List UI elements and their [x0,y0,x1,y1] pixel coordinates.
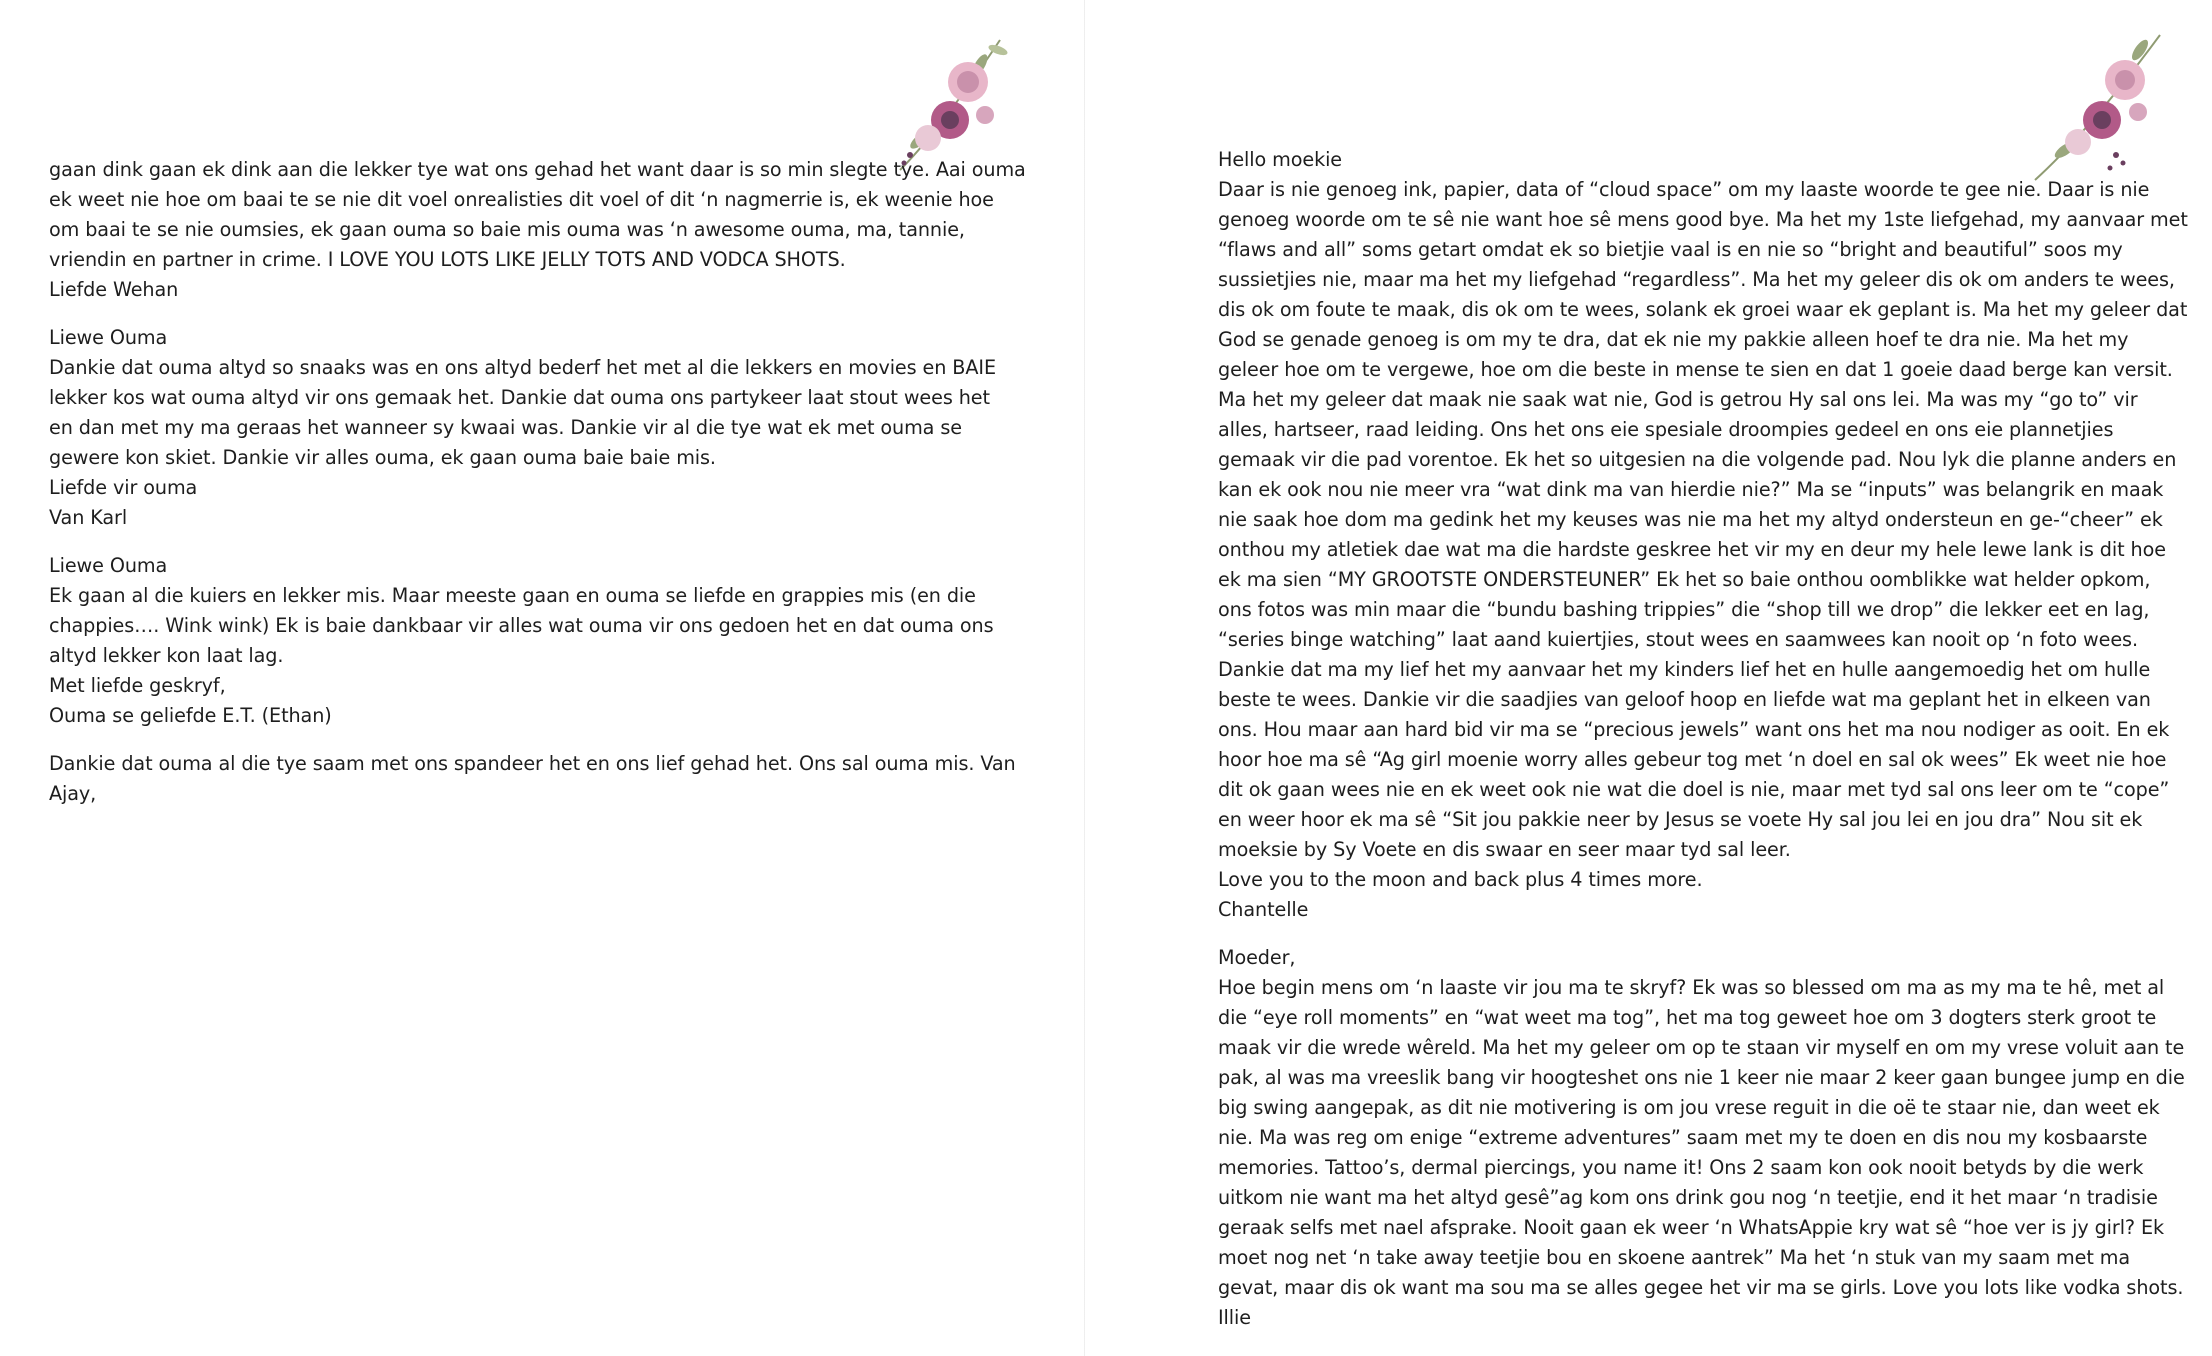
text-line: Liefde vir ouma [49,476,198,499]
text-line: onthou my atletiek dae wat ma die hardste geskree het vir my en deur my hele lewe lank is dit hoe [1218,538,2166,561]
text-line: alles, hartseer, raad leiding. Ons het ons eie spesiale droompies gedeel en ons eie plannetjies [1218,418,2114,441]
text-line: altyd lekker kon laat lag. [49,644,284,667]
text-line: ek ma sien “MY GROOTSTE ONDERSTEUNER” Ek het so baie onthou oomblikke wat helder opkom, [1218,568,2151,591]
text-line: maak vir die wrede wêreld. Ma het my geleer om op te staan vir myself en om my vrese voluit aan te [1218,1036,2185,1059]
text-line: gaan dink gaan ek dink aan die lekker tye wat ons gehad het want daar is so min slegte tye. Aai ouma [49,158,1026,181]
text-line: ons fotos was min maar die “bundu bashing trippies” die “shop till we drop” die lekker eet en lag, [1218,598,2150,621]
text-line: gemaak vir die pad vorentoe. Ek het so uitgesien na die volgende pad. Nou lyk die planne anders en [1218,448,2177,471]
text-line: dis ok om foute te maak, dis ok om te wees, solank ek groei waar ek geplant is. Ma het my geleer dat [1218,298,2188,321]
text-line: genoeg woorde om te sê nie want hoe sê mens good bye. Ma het my 1ste liefgehad, my aanvaar met [1218,208,2188,231]
text-line: lekker kos wat ouma altyd vir ons gemaak het. Dankie dat ouma ons partykeer laat stout wees het [49,386,990,409]
text-line: Ouma se geliefde E.T. (Ethan) [49,704,332,727]
text-line: big swing aangepak, as dit nie motivering is om jou vrese reguit in die oë te staar nie, dan weet ek [1218,1096,2160,1119]
text-line: “flaws and all” soms getart omdat ek so bietjie vaal is en nie so “bright and beautiful” soos my [1218,238,2123,261]
text-line: Daar is nie genoeg ink, papier, data of “cloud space” om my laaste woorde te gee nie. Daar is nie [1218,178,2150,201]
text-line: Hoe begin mens om ‘n laaste vir jou ma te skryf? Ek was so blessed om ma as my ma te hê, met al [1218,976,2165,999]
text-line: kan ek ook nou nie meer vra “wat dink ma van hierdie nie?” Ma se “inputs” was belangrik en maak [1218,478,2164,501]
letters-column-right [1218,145,2188,1351]
text-line: en dan met my ma geraas het wanneer sy kwaai was. Dankie vir al die tye wat ek met ouma se [49,416,962,439]
text-line: beste te wees. Dankie vir die saadjies van geloof hoop en liefde wat ma geplant het in elkeen van [1218,688,2151,711]
text-line: Liewe Ouma [49,554,168,577]
text-line: Liefde Wehan [49,278,179,301]
text-line: Moeder, [1218,946,1296,969]
text-line: ons. Hou maar aan hard bid vir ma se “precious jewels” want ons het ma nou nodiger as ooit. En ek [1218,718,2170,741]
right-page [1085,0,2212,1356]
text-line: en weer hoor ek ma sê “Sit jou pakkie neer by Jesus se voete Hy sal jou lei en jou dra” Nou sit ek [1218,808,2143,831]
text-line: vriendin en partner in crime. I LOVE YOU LOTS LIKE JELLY TOTS AND VODCA SHOTS. [49,248,846,271]
text-line: Ek gaan al die kuiers en lekker mis. Maar meeste gaan en ouma se liefde en grappies mis (en die [49,584,976,607]
text-line: Illie [1218,1306,1251,1329]
text-line: nie. Ma was reg om enige “extreme adventures” saam met my te doen en dis nou my kosbaarste [1218,1126,2148,1149]
text-line: uitkom nie want ma het altyd gesê”ag kom ons drink gou nog ‘n teetjie, end it het maar ‘n tradisie [1218,1186,2158,1209]
text-line: Hello moekie [1218,148,1343,171]
text-line: God se genade genoeg is om my te dra, dat ek nie my pakkie alleen hoef te dra nie. Ma het my [1218,328,2129,351]
letter-block [49,551,994,731]
text-line: ek weet nie hoe om baai te se nie dit voel onrealisties dit voel of dit ‘n nagmerrie is, ek weenie hoe [49,188,994,211]
letter-block [1218,145,2188,925]
letter-block [1218,943,2185,1333]
text-line: Chantelle [1218,898,1309,921]
text-line: Met liefde geskryf, [49,674,226,697]
letter-block [49,155,1026,305]
text-line: sussietjies nie, maar ma het my liefgehad “regardless”. Ma het my geleer dis ok om anders te wees, [1218,268,2175,291]
text-line: Ma het my geleer dat maak nie saak wat nie, God is getrou Hy sal ons lei. Ma was my “go to” vir [1218,388,2138,411]
text-line: chappies…. Wink wink) Ek is baie dankbaar vir alles wat ouma vir ons gedoen het en dat ouma ons [49,614,994,637]
text-line: Van Karl [49,506,128,529]
text-line: moeksie by Sy Voete en dis swaar en seer maar tyd sal leer. [1218,838,1791,861]
text-line: Dankie dat ma my lief het my aanvaar het my kinders lief het en hulle aangemoedig het om hulle [1218,658,2151,681]
text-line: gewere kon skiet. Dankie vir alles ouma, ek gaan ouma baie baie mis. [49,446,716,469]
text-line: Love you to the moon and back plus 4 times more. [1218,868,1703,891]
left-page [0,0,1085,1356]
text-line: om baai te se nie oumsies, ek gaan ouma so baie mis ouma was ‘n awesome ouma, ma, tannie, [49,218,965,241]
text-line: dit ok gaan wees nie en ek weet ook nie wat die doel is nie, maar met tyd sal ons leer om te “cope” [1218,778,2170,801]
text-line: gevat, maar dis ok want ma sou ma se alles gegee het vir ma se girls. Love you lots like vodka shots. [1218,1276,2184,1299]
text-line: Ajay, [49,782,97,805]
text-line: memories. Tattoo’s, dermal piercings, you name it! Ons 2 saam kon ook nooit betyds by die werk [1218,1156,2144,1179]
text-line: pak, al was ma vreeslik bang vir hoogteshet ons nie 1 keer nie maar 2 keer gaan bungee jump en die [1218,1066,2185,1089]
text-line: hoor hoe ma sê “Ag girl moenie worry alles gebeur tog met ‘n doel en sal ok wees” Ek weet nie hoe [1218,748,2167,771]
text-line: Liewe Ouma [49,326,168,349]
text-line: nie saak hoe dom ma gedink het my keuses was nie ma het my altyd ondersteun en ge-“cheer” ek [1218,508,2163,531]
letter-block [49,323,996,533]
letter-block [49,749,1016,809]
text-line: moet nog net ‘n take away teetjie bou en skoene aantrek” Ma het ‘n stuk van my saam met ma [1218,1246,2131,1269]
text-line: geleer hoe om te vergewe, hoe om die beste in mense te sien en dat 1 goeie daad berge kan versit. [1218,358,2173,381]
text-line: Dankie dat ouma altyd so snaaks was en ons altyd bederf het met al die lekkers en movies en BAIE [49,356,996,379]
text-line: “series binge watching” laat aand kuiertjies, stout wees en saamwees kan nooit op ‘n foto wees. [1218,628,2138,651]
text-line: die “eye roll moments” en “wat weet ma tog”, het ma tog geweet hoe om 3 dogters sterk groot te [1218,1006,2157,1029]
text-line: geraak selfs met nael afsprake. Nooit gaan ek weer ‘n WhatsAppie kry wat sê “hoe ver is jy girl? Ek [1218,1216,2165,1239]
text-line: Dankie dat ouma al die tye saam met ons spandeer het en ons lief gehad het. Ons sal ouma mis. Van [49,752,1016,775]
letters-column-left [49,155,1026,827]
